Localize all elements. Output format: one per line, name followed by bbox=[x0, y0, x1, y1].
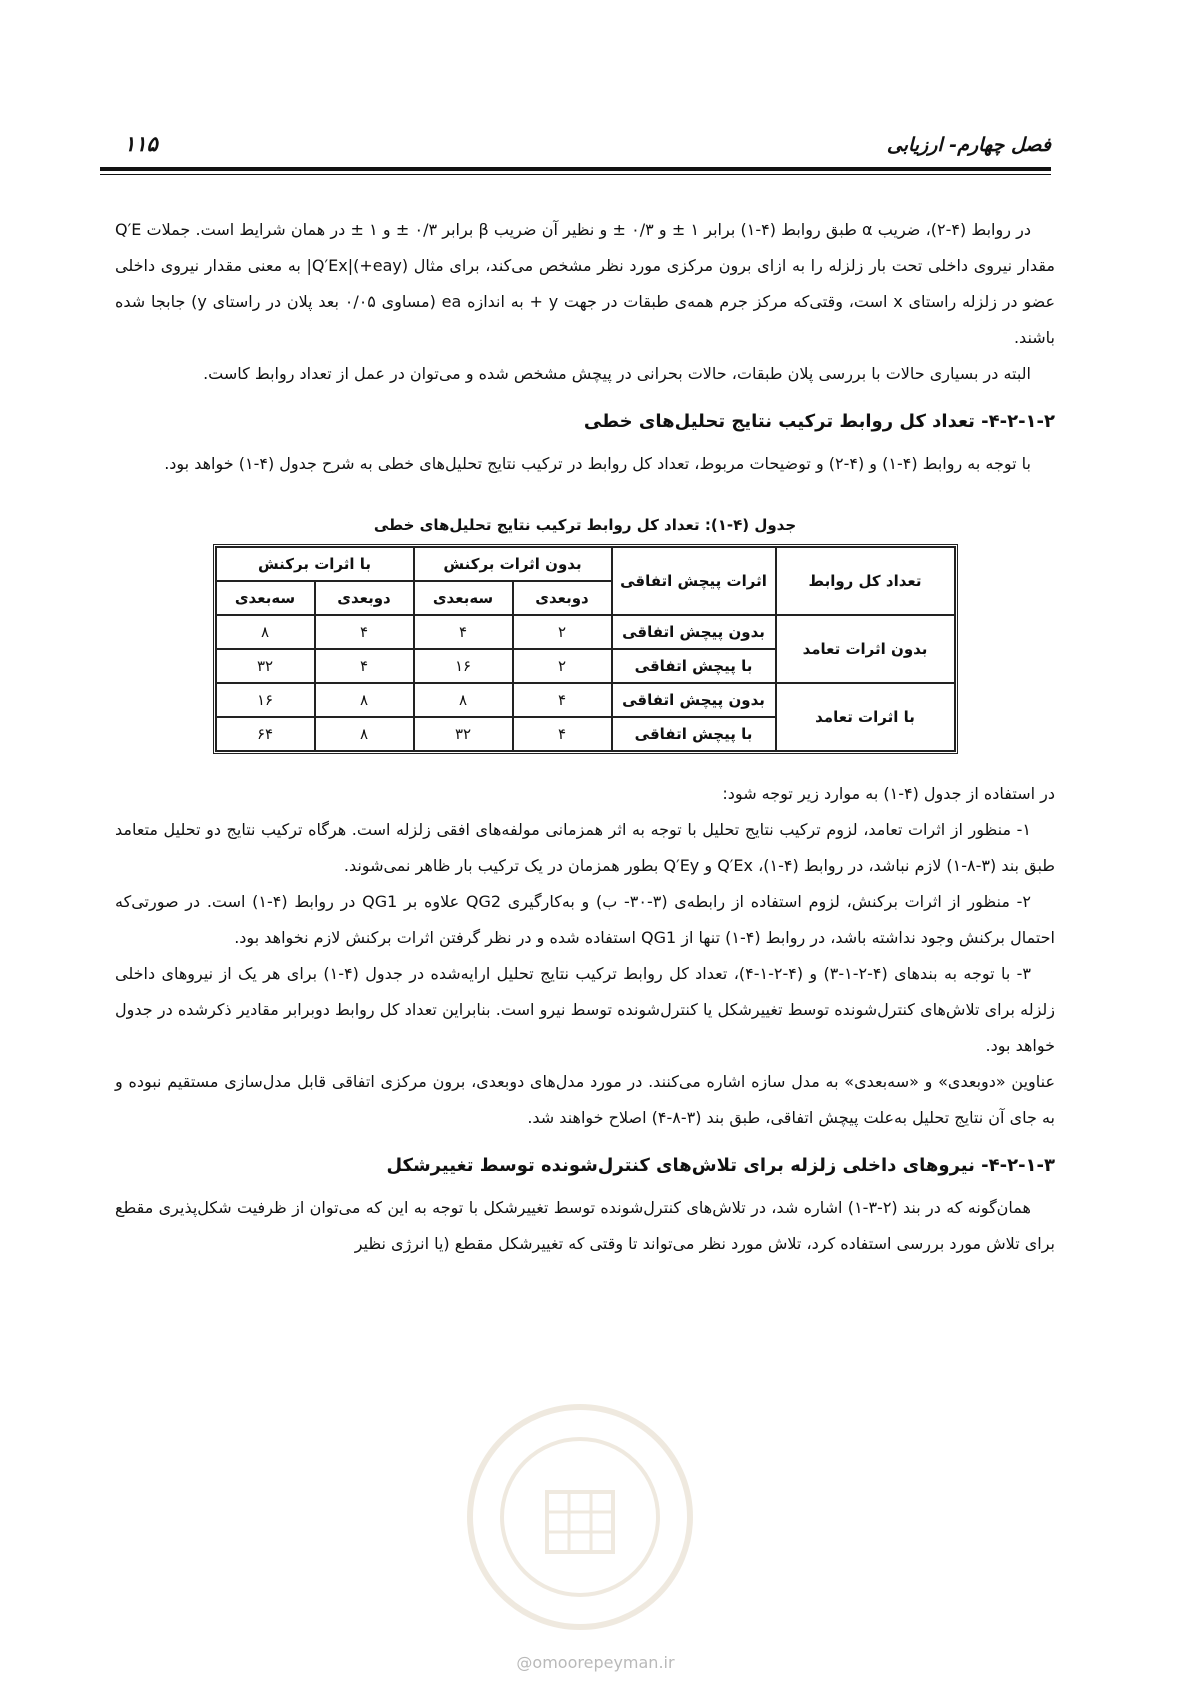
table-caption: جدول (۴-۱): تعداد کل روابط ترکیب نتایج تحلیل‌های خطی bbox=[373, 516, 797, 534]
row-torsion-label: بدون پیچش اتفاقی bbox=[612, 683, 776, 717]
header-no-uplift-2d: دوبعدی bbox=[513, 581, 612, 615]
header-no-uplift: بدون اثرات برکنش bbox=[414, 547, 612, 581]
cell-value: ۸ bbox=[216, 615, 315, 649]
paragraph-7: ۳- با توجه به بندهای (۴-۲-۱-۳) و (۴-۲-۱-۴)، تعداد کل روابط ترکیب نتایج تحلیل ارایه‌شده در جدول (۴-۱) برای هر یک از نیروهای داخلی زلزله برای تلاش‌های کنترل‌شونده توسط تغییرشکل یا کنترل‌شونده توسط نیرو است. بنابراین تعداد کل روابط دوبرابر مقادیر ذکرشده در جدول خواهد بود. bbox=[115, 964, 1055, 1055]
row-torsion-label: بدون پیچش اتفاقی bbox=[612, 615, 776, 649]
paragraph-5: ۱- منظور از اثرات تعامد، لزوم ترکیب نتایج تحلیل با توجه به اثر همزمانی مولفه‌های افقی زلزله است. هرگاه ترکیب نتایج دو تحلیل متعامد طبق بند (۳-۸-۱) لازم نباشد، در روابط (۴-۱)، Q′Ex و Q′Ey بطور همزمان در یک ترکیب بار ظاهر نمی‌شوند. bbox=[115, 820, 1055, 875]
paragraph-8: عناوین «دوبعدی» و «سه‌بعدی» به مدل سازه اشاره می‌کنند. در مورد مدل‌های دوبعدی، برون مرکزی اتفاقی قابل مدل‌سازی مستقیم نبوده و به جای آن نتایج تحلیل به‌علت پیچش اتفاقی، طبق بند (۳-۸-۴) اصلاح خواهند شد. bbox=[115, 1072, 1055, 1127]
paragraph-4: در استفاده از جدول (۴-۱) به موارد زیر توجه شود: bbox=[722, 784, 1055, 803]
header-uplift-3d: سه‌بعدی bbox=[216, 581, 315, 615]
table-row bbox=[216, 683, 955, 717]
watermark-text: @omoorepeyman.ir bbox=[516, 1653, 675, 1672]
cell-value: ۸ bbox=[414, 683, 513, 717]
cell-value: ۴ bbox=[315, 615, 414, 649]
paragraph-3: با توجه به روابط (۴-۱) و (۴-۲) و توضیحات مربوط، تعداد کل روابط در ترکیب نتایج تحلیل‌های خطی به شرح جدول (۴-۱) خواهد بود. bbox=[164, 454, 1031, 473]
chapter-title: فصل چهارم- ارزیابی bbox=[886, 134, 1051, 156]
section-heading-4-2-1-2: ۴-۲-۱-۲- تعداد کل روابط ترکیب نتایج تحلیل‌های خطی bbox=[583, 411, 1055, 432]
paragraph-1: در روابط (۴-۲)، ضریب α طبق روابط (۴-۱) برابر ۱ ± و ۰/۳ ± و نظیر آن ضریب β برابر ۰/۳ ± و ۱ ± در همان شرایط است. جملات Q′E مقدار نیروی داخلی تحت بار زلزله را به ازای برون مرکزی مورد نظر مشخص می‌کند، برای مثال Q′Ex|(+eay)| به معنی مقدار نیروی داخلی عضو در زلزله راستای x است، وقتی‌که مرکز جرم همه‌ی طبقات در جهت y + به اندازه ea (مساوی ۰/۰۵ بعد پلان در راستای y) جابجا شده باشند. bbox=[115, 220, 1056, 347]
header-uplift-2d: دوبعدی bbox=[315, 581, 414, 615]
cell-value: ۲ bbox=[513, 615, 612, 649]
header-rule-thick bbox=[100, 167, 1051, 171]
row-torsion-label: با پیچش اتفاقی bbox=[612, 717, 776, 751]
table-header-row bbox=[216, 547, 955, 581]
paragraph-9: همان‌گونه که در بند (۲-۳-۱) اشاره شد، در تلاش‌های کنترل‌شونده توسط تغییرشکل با توجه به این که می‌توان از ظرفیت شکل‌پذیری مقطع برای تلاش مورد بررسی استفاده کرد، تلاش مورد نظر می‌تواند تا وقتی که تغییرشکل مقطع (یا انرژی نظیر bbox=[115, 1198, 1055, 1253]
combinations-table bbox=[213, 544, 958, 754]
cell-value: ۴ bbox=[315, 649, 414, 683]
header-total: تعداد کل روابط bbox=[776, 547, 955, 615]
cell-value: ۸ bbox=[315, 717, 414, 751]
cell-value: ۴ bbox=[513, 683, 612, 717]
cell-value: ۶۴ bbox=[216, 717, 315, 751]
cell-value: ۲ bbox=[513, 649, 612, 683]
cell-value: ۳۲ bbox=[414, 717, 513, 751]
header-uplift: با اثرات برکنش bbox=[216, 547, 414, 581]
section-heading-4-2-1-3: ۴-۲-۱-۳- نیروهای داخلی زلزله برای تلاش‌های کنترل‌شونده توسط تغییرشکل bbox=[386, 1155, 1055, 1176]
row-torsion-label: با پیچش اتفاقی bbox=[612, 649, 776, 683]
paragraph-6: ۲- منظور از اثرات برکنش، لزوم استفاده از رابطه‌ی (۳-۳۰- ب) و به‌کارگیری QG2 علاوه بر QG1 در روابط (۴-۱) است. در صورتی‌که احتمال برکنش وجود نداشته باشد، در روابط (۴-۱) تنها از QG1 استفاده شده و در نظر گرفتن اثرات برکنش لازم نخواهد بود. bbox=[115, 892, 1055, 947]
header-rule-thin bbox=[100, 174, 1051, 175]
cell-value: ۱۶ bbox=[414, 649, 513, 683]
cell-value: ۴ bbox=[414, 615, 513, 649]
cell-value: ۱۶ bbox=[216, 683, 315, 717]
page-header bbox=[100, 128, 1051, 168]
document-body bbox=[115, 212, 1055, 1262]
header-no-uplift-3d: سه‌بعدی bbox=[414, 581, 513, 615]
group-orthogonal: با اثرات تعامد bbox=[776, 683, 955, 751]
cell-value: ۳۲ bbox=[216, 649, 315, 683]
header-torsion: اثرات پیچش اتفاقی bbox=[612, 547, 776, 615]
group-no-orthogonal: بدون اثرات تعامد bbox=[776, 615, 955, 683]
cell-value: ۸ bbox=[315, 683, 414, 717]
paragraph-2: البته در بسیاری حالات با بررسی پلان طبقات، حالات بحرانی در پیچش مشخص شده و می‌توان در عمل از تعداد روابط کاست. bbox=[203, 364, 1031, 383]
watermark-emblem-icon bbox=[455, 1392, 705, 1642]
page-number: ۱۱۵ bbox=[124, 132, 158, 156]
cell-value: ۴ bbox=[513, 717, 612, 751]
table-row bbox=[216, 615, 955, 649]
